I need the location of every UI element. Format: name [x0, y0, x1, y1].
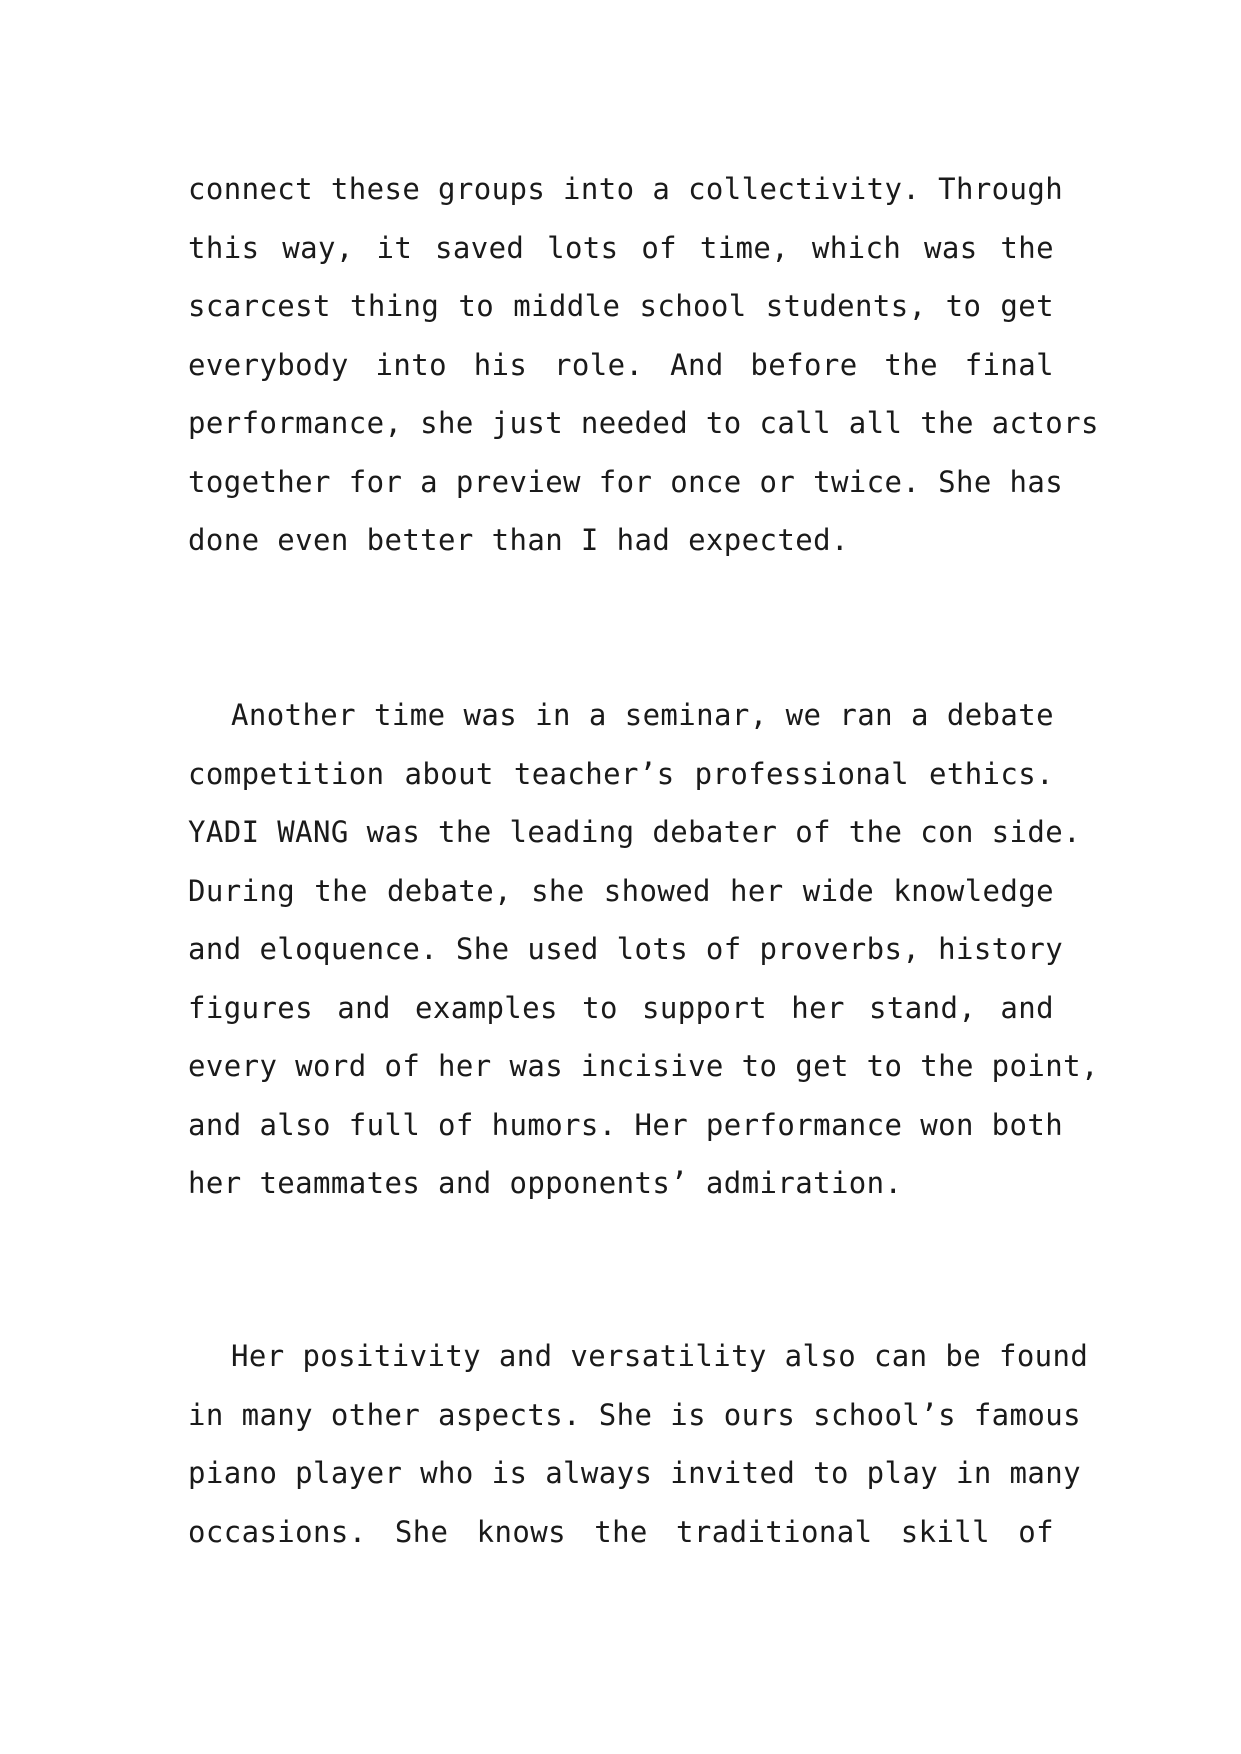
paragraph-line: and eloquence. She used lots of proverbs, history [188, 932, 1064, 966]
paragraph-line: performance, she just needed to call all the actors [188, 406, 1099, 440]
paragraph-line: figures and examples to support her stand, and [188, 990, 1054, 1025]
paragraph-line: and also full of humors. Her performance won both [188, 1107, 1064, 1142]
paragraph-line: everybody into his role. And before the final [188, 347, 1054, 382]
paragraph-line: Another time was in a seminar, we ran a debate [231, 698, 1054, 732]
paragraph-line: every word of her was incisive to get to the point, [188, 1049, 1099, 1083]
paragraph-line: done even better than I had expected. [188, 523, 849, 557]
paragraph-line: connect these groups into a collectivity. Through [188, 172, 1064, 206]
paragraph-1 [188, 160, 1099, 570]
paragraph-line: her teammates and opponents’ admiration. [188, 1166, 903, 1200]
paragraph-line: scarcest thing to middle school students, to get [188, 289, 1054, 323]
paragraph-line: this way, it saved lots of time, which was the [188, 230, 1054, 265]
paragraph-line: Her positivity and versatility also can be found [231, 1339, 1089, 1373]
paragraph-line: During the debate, she showed her wide knowledge [188, 873, 1054, 908]
paragraph-line: competition about teacher’s professional ethics. [188, 756, 1054, 791]
paragraph-line: together for a preview for once or twice. She has [188, 464, 1064, 499]
paragraph-line: YADI WANG was the leading debater of the con side. [188, 815, 1081, 849]
paragraph-3 [188, 1327, 1089, 1561]
paragraph-line: occasions. She knows the traditional skill of [188, 1514, 1054, 1549]
paragraph-2 [188, 686, 1099, 1213]
paragraph-line: piano player who is always invited to play in many [188, 1456, 1081, 1490]
paragraph-line: in many other aspects. She is ours school’s famous [188, 1397, 1081, 1432]
